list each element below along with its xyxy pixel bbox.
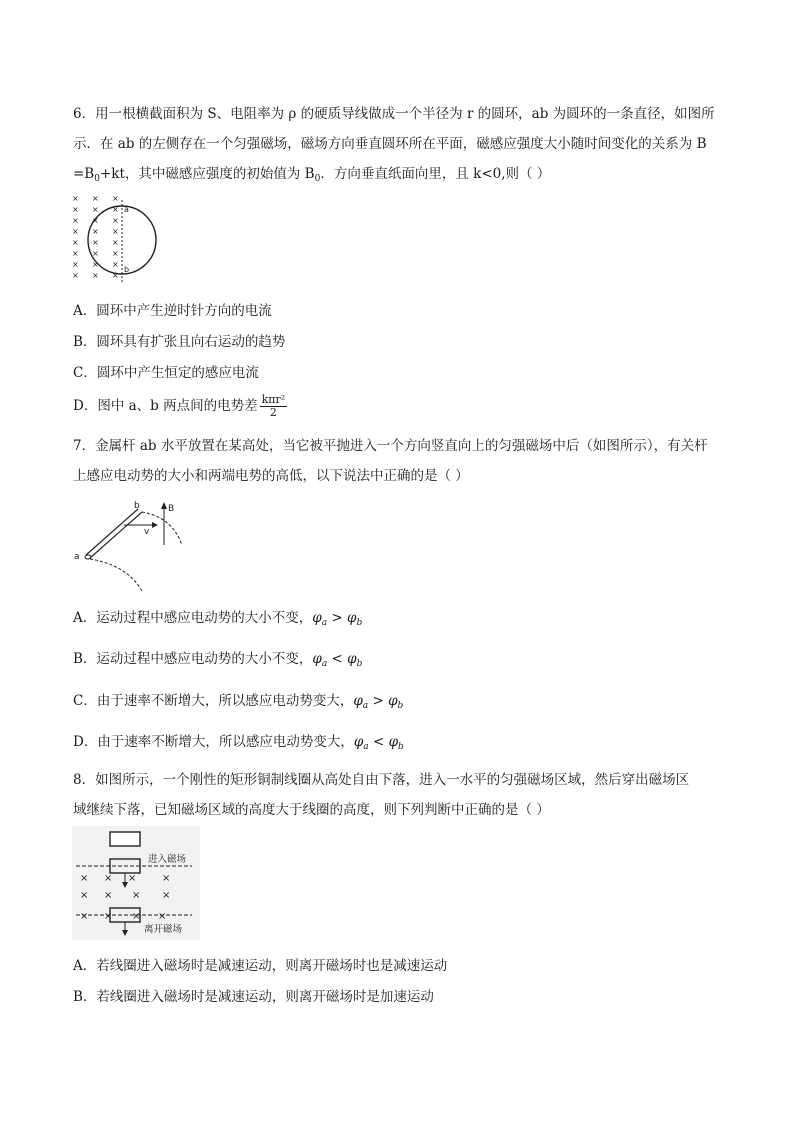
svg-text:×: × <box>112 260 119 269</box>
svg-text:×: × <box>112 238 119 247</box>
q7-label-B: B <box>168 504 175 514</box>
svg-text:×: × <box>112 205 119 214</box>
svg-text:×: × <box>158 911 167 922</box>
svg-text:×: × <box>72 249 79 258</box>
svg-text:×: × <box>128 873 137 884</box>
svg-text:×: × <box>132 890 141 901</box>
svg-text:×: × <box>72 205 79 214</box>
svg-text:×: × <box>72 227 79 236</box>
svg-text:×: × <box>92 227 99 236</box>
q7-option-d: D．由于速率不断增大，所以感应电动势变大，$\varphi_a < \varphi_b$ <box>73 734 404 752</box>
q7-option-b: B．运动过程中感应电动势的大小不变，$\varphi_a < \varphi_b$ <box>73 651 363 669</box>
rod-ab-edge2 <box>90 512 142 558</box>
q6-option-a: A．圆环中产生逆时针方向的电流 <box>73 303 272 319</box>
label-exit-field: 离开磁场 <box>144 924 183 935</box>
q7-stem-line1: 7．金属杆 ab 水平放置在某高处，当它被平抛进入一个方向竖直向上的匀强磁场中后（如图所示），有关杆 <box>73 438 708 454</box>
svg-text:×: × <box>80 911 89 922</box>
q8-option-a: A．若线圈进入磁场时是减速运动，则离开磁场时也是减速运动 <box>73 958 448 974</box>
q7-label-v: v <box>144 527 150 537</box>
svg-text:×: × <box>162 873 171 884</box>
q7-label-a: a <box>74 552 80 562</box>
q6-label-b: b <box>124 265 130 274</box>
q7-option-a: A．运动过程中感应电动势的大小不变，$\varphi_a > \varphi_b$ <box>73 610 363 628</box>
q7-figure-rod-projectile <box>72 497 192 593</box>
q6-stem-line2: 示．在 ab 的左侧存在一个匀强磁场，磁场方向垂直圆环所在平面，磁感应强度大小随时间变化的关系为 B <box>73 136 707 152</box>
q8-stem-line2: 域继续下落，已知磁场区域的高度大于线圈的高度，则下列判断中正确的是（ ） <box>73 802 550 818</box>
svg-text:×: × <box>72 271 79 280</box>
q6-option-c: C．圆环中产生恒定的感应电流 <box>73 365 259 381</box>
svg-text:×: × <box>92 271 99 280</box>
q6-option-d: D．图中 a、b 两点间的电势差 $\frac{\text{kπr²}}{2}$ <box>73 393 286 419</box>
svg-text:×: × <box>132 911 141 922</box>
svg-text:×: × <box>112 249 119 258</box>
coil-initial <box>110 832 140 846</box>
q6-option-d-fraction: $\frac{\text{kπr²}}{2}$ <box>261 393 286 419</box>
svg-text:×: × <box>162 890 171 901</box>
svg-text:×: × <box>104 873 113 884</box>
svg-text:×: × <box>72 216 79 225</box>
svg-text:×: × <box>72 194 79 203</box>
q6-label-a: a <box>124 205 129 214</box>
svg-text:×: × <box>112 194 119 203</box>
rod-ab-edge1 <box>86 509 138 555</box>
svg-text:×: × <box>92 260 99 269</box>
svg-text:×: × <box>92 249 99 258</box>
q6-figure-ring-in-field <box>70 192 162 288</box>
svg-text:×: × <box>72 260 79 269</box>
q6-stem-line3: $=B_0+kt$，其中磁感应强度的初始值为 $B_0$．方向垂直纸面向里，且 k<0,则（ ） <box>73 166 551 184</box>
svg-text:×: × <box>92 216 99 225</box>
svg-text:×: × <box>104 890 113 901</box>
svg-text:×: × <box>80 890 89 901</box>
trajectory-a <box>90 559 142 591</box>
svg-text:×: × <box>92 238 99 247</box>
q6-stem-line1: 6．用一根横截面积为 S、电阻率为 ρ 的硬质导线做成一个半径为 r 的圆环，ab 为圆环的一条直径，如图所 <box>73 106 715 122</box>
svg-text:×: × <box>112 271 119 280</box>
svg-text:×: × <box>92 205 99 214</box>
svg-text:×: × <box>112 227 119 236</box>
q7-option-c: C．由于速率不断增大，所以感应电动势变大，$\varphi_a > \varphi_b$ <box>73 693 404 711</box>
q6-option-b: B．圆环具有扩张且向右运动的趋势 <box>73 334 286 350</box>
label-enter-field: 进入磁场 <box>148 854 187 865</box>
svg-text:×: × <box>104 911 113 922</box>
q7-stem-line2: 上感应电动势的大小和两端电势的高低，以下说法中正确的是（ ） <box>73 468 469 484</box>
q8-stem-line1: 8．如图所示，一个刚性的矩形铜制线圈从高处自由下落，进入一水平的匀强磁场区域，然后穿出磁场区 <box>73 772 690 788</box>
q7-label-b: b <box>134 501 140 511</box>
q8-figure-coil-through-field <box>72 826 200 940</box>
svg-text:×: × <box>112 216 119 225</box>
svg-text:×: × <box>80 873 89 884</box>
rod-end-a <box>85 555 91 559</box>
svg-text:×: × <box>72 238 79 247</box>
q8-option-b: B．若线圈进入磁场时是减速运动，则离开磁场时是加速运动 <box>73 989 434 1005</box>
svg-text:×: × <box>92 194 99 203</box>
